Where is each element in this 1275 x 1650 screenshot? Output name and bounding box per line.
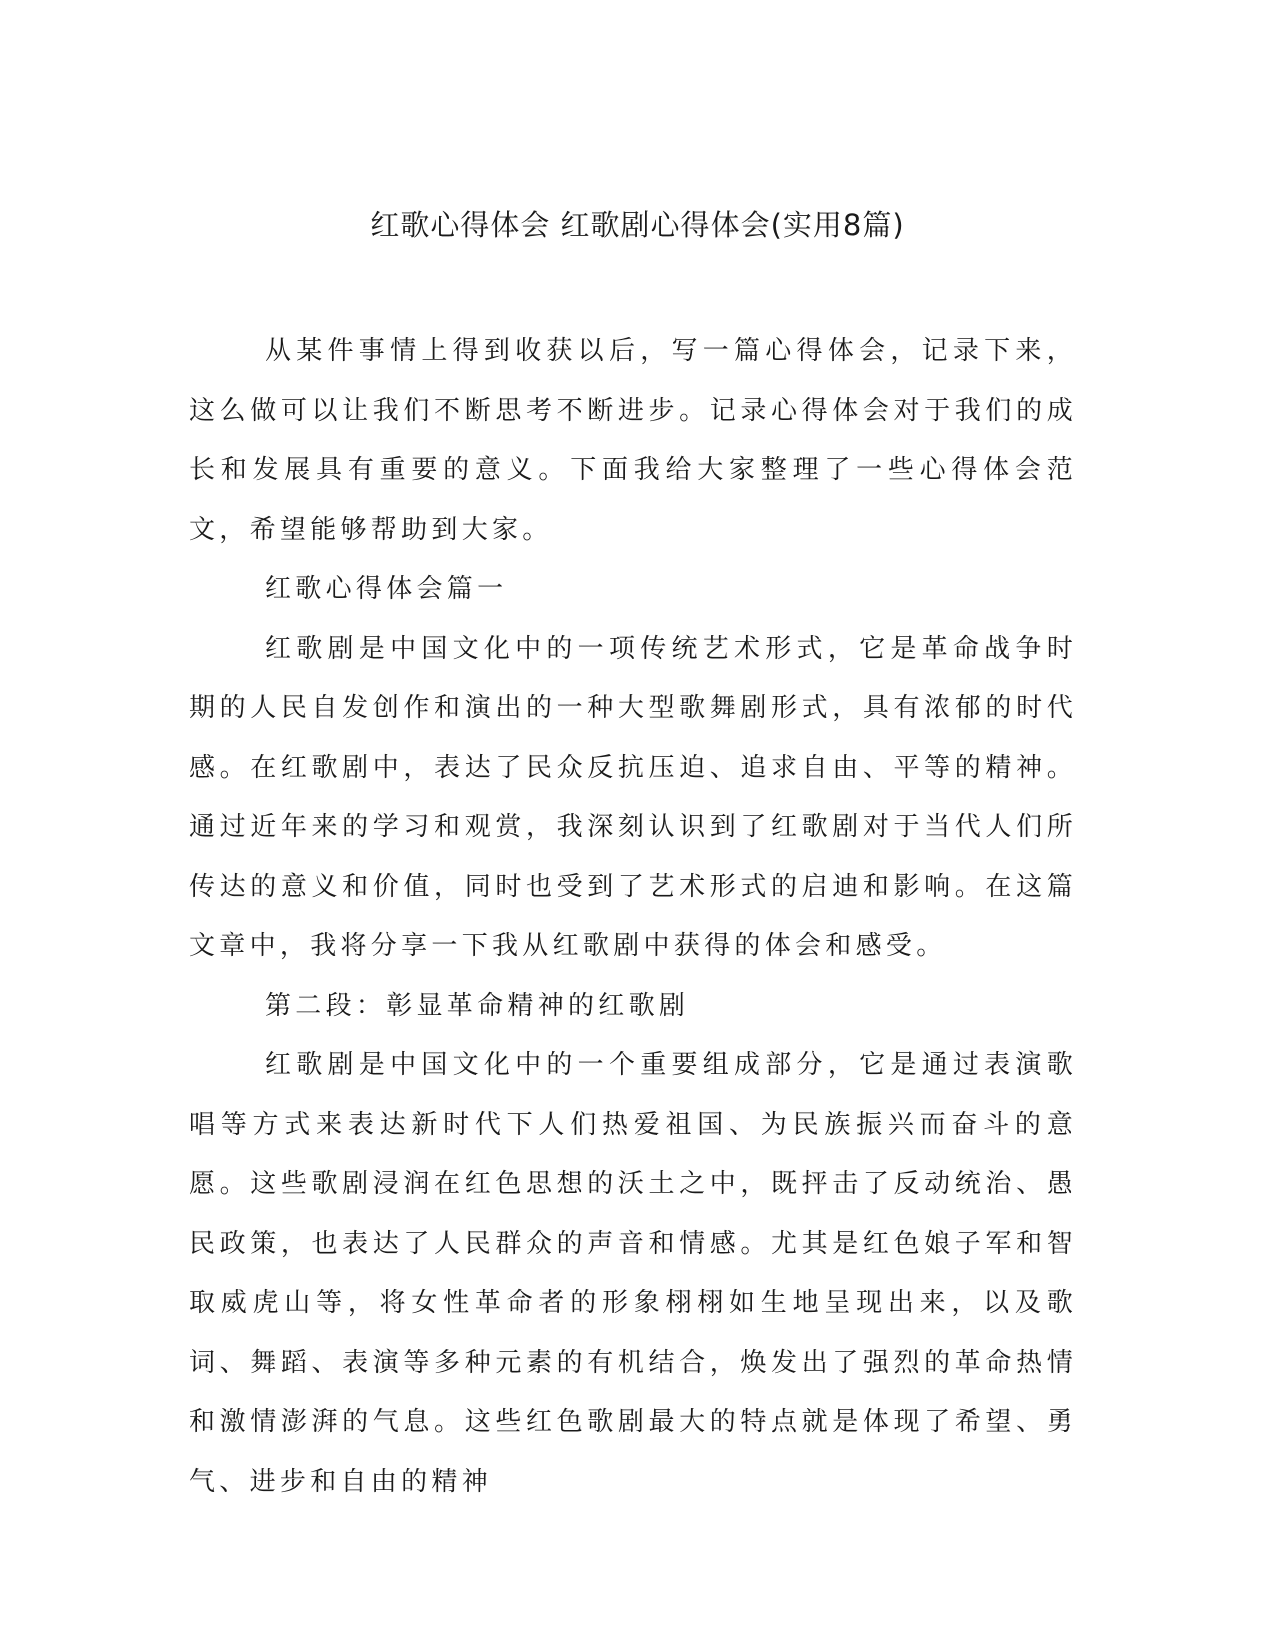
body-paragraph-opera-intro: 红歌剧是中国文化中的一项传统艺术形式，它是革命战争时期的人民自发创作和演出的一种大型歌舞剧形式，具有浓郁的时代感。在红歌剧中，表达了民众反抗压迫、追求自由、平等的精神。通过近年来的学习和观赏，我深刻认识到了红歌剧对于当代人们所传达的意义和价值，同时也受到了艺术形式的启迪和影响。在这篇文章中，我将分享一下我从红歌剧中获得的体会和感受。: [189, 633, 1077, 961]
section-heading-part-one: 红歌心得体会篇一: [265, 574, 508, 604]
intro-paragraph: 从某件事情上得到收获以后，写一篇心得体会，记录下来，这么做可以让我们不断思考不断进步。记录心得体会对于我们的成长和发展具有重要的意义。下面我给大家整理了一些心得体会范文，希望能够帮助到大家。: [189, 336, 1077, 545]
section-heading-second-paragraph: 第二段：彰显革命精神的红歌剧: [265, 990, 690, 1021]
body-paragraph-revolutionary-spirit: 红歌剧是中国文化中的一个重要组成部分，它是通过表演歌唱等方式来表达新时代下人们热爱祖国、为民族振兴而奋斗的意愿。这些歌剧浸润在红色思想的沃土之中，既抨击了反动统治、愚民政策，也表达了人民群众的声音和情感。尤其是红色娘子军和智取威虎山等，将女性革命者的形象栩栩如生地呈现出来，以及歌词、舞蹈、表演等多种元素的有机结合，焕发出了强烈的革命热情和激情澎湃的气息。这些红色歌剧最大的特点就是体现了希望、勇气、进步和自由的精神: [189, 1050, 1077, 1497]
document-body: [189, 322, 1077, 1512]
document-title: 红歌心得体会 红歌剧心得体会(实用8篇): [370, 208, 905, 242]
